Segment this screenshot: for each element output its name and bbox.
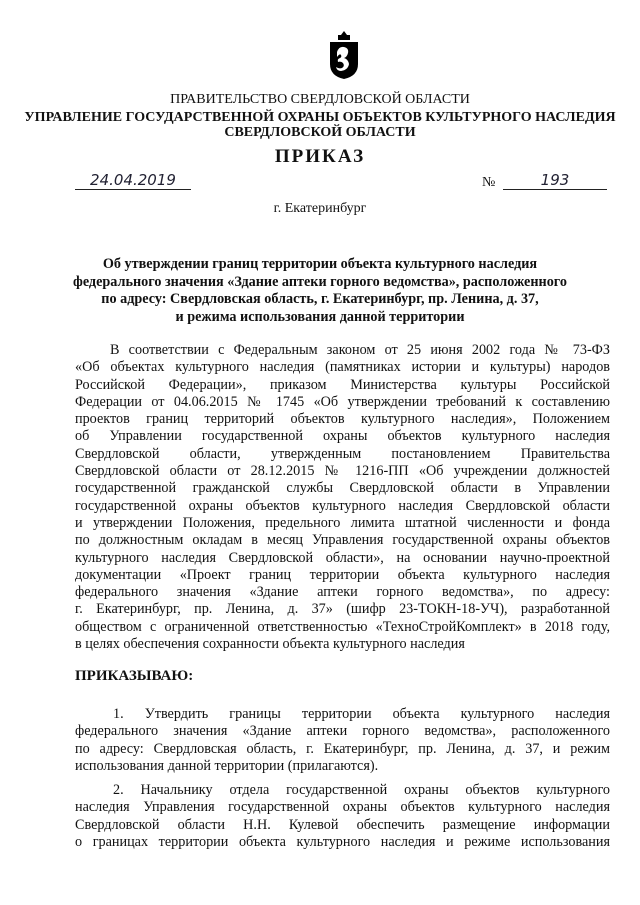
preamble-line: проектов границ территорий объектов культурного наследия», Положением — [75, 411, 610, 428]
order-subject — [60, 256, 580, 326]
preamble-line: Свердловской области, утвержденным постановлением Правительства — [75, 445, 610, 462]
subject-line: по адресу: Свердловская область, г. Екатеринбург, пр. Ленина, д. 37, — [101, 291, 539, 307]
preamble-line: культурного наследия Свердловской области», на основании научно-проектной — [75, 549, 610, 566]
preamble-line: Свердловской области от 28.12.2015 № 1216-ПП «Об учреждении должностей — [75, 463, 610, 480]
preamble-line: государственной охраны объектов культурного наследия Свердловской области — [75, 497, 610, 514]
preamble-line: г. Екатеринбург, пр. Ленина, д. 37» (шифр 23-ТОКН-18-УЧ), разработанной — [75, 601, 610, 618]
preamble-paragraph — [75, 342, 610, 653]
government-name: ПРАВИТЕЛЬСТВО СВЕРДЛОВСКОЙ ОБЛАСТИ — [170, 92, 470, 107]
subject-line: и режима использования данной территории — [175, 308, 465, 325]
preamble-line: по должностным окладам в месяц Управления государственной охраны объектов — [75, 532, 610, 549]
preamble-line: государственной гражданской службы Свердловской области в Управлении — [75, 480, 610, 497]
item-line: наследия Управления государственной охраны объектов культурного наследия — [75, 799, 610, 816]
subject-line: Об утверждении границ территории объекта культурного наследия — [102, 256, 538, 272]
item-line: Свердловской области Н.Н. Кулевой обеспечить размещение информации — [75, 816, 610, 833]
preamble-line: федерального значения «Здание аптеки горного ведомства», по адресу: — [75, 584, 610, 601]
order-item-2 — [75, 782, 610, 851]
item-line: использования данной территории (прилагаются). — [75, 757, 379, 774]
preamble-line: Российской Федерации», приказом Министерства культуры Российской — [75, 376, 610, 393]
coat-of-arms-icon — [328, 30, 360, 80]
preamble-line: об Управлении государственной охраны объектов культурного наследия — [75, 428, 610, 445]
document-type: ПРИКАЗ — [274, 146, 366, 167]
preamble-line: Федерации от 04.06.2015 № 1745 «Об утверждении требований к составлению — [75, 393, 610, 410]
item-line: федерального значения «Здание аптеки горного ведомства», расположенного — [75, 723, 610, 740]
item-line: 1. Утвердить границы территории объекта культурного наследия — [113, 706, 610, 722]
orders-heading: ПРИКАЗЫВАЮ: — [75, 668, 194, 684]
item-line: о границах территории объекта культурного наследия и режиме использования — [75, 833, 610, 850]
city: г. Екатеринбург — [273, 201, 367, 216]
department-name-line1: УПРАВЛЕНИЕ ГОСУДАРСТВЕННОЙ ОХРАНЫ ОБЪЕКТОВ КУЛЬТУРНОГО НАСЛЕДИЯ — [24, 110, 616, 125]
preamble-line: и утверждении Положения, предельного лимита штатной численности и фонда — [75, 514, 610, 531]
order-item-1 — [75, 706, 610, 775]
item-line: по адресу: Свердловская область, г. Екатеринбург, пр. Ленина, д. 37, и режим — [75, 740, 610, 757]
order-number: 193 — [503, 171, 607, 190]
department-name-line2: СВЕРДЛОВСКОЙ ОБЛАСТИ — [224, 125, 416, 140]
subject-line: федерального значения «Здание аптеки горного ведомства», расположенного — [73, 273, 567, 290]
item-line: 2. Начальнику отдела государственной охраны объектов культурного — [113, 782, 610, 798]
preamble-line: обществом с ограниченной ответственностью «ТехноСтройКомплект» в 2018 году, — [75, 618, 610, 635]
preamble-line: в целях обеспечения сохранности объекта культурного наследия — [75, 636, 465, 653]
preamble-line: «Об объектах культурного наследия (памятниках истории и культуры) народов — [75, 359, 610, 376]
preamble-line: В соответствии с Федеральным законом от 25 июня 2002 года № 73-ФЗ — [110, 342, 610, 358]
order-date: 24.04.2019 — [75, 171, 191, 190]
number-sign: № — [482, 175, 496, 190]
preamble-line: документации «Проект границ территории объекта культурного наследия — [75, 566, 610, 583]
